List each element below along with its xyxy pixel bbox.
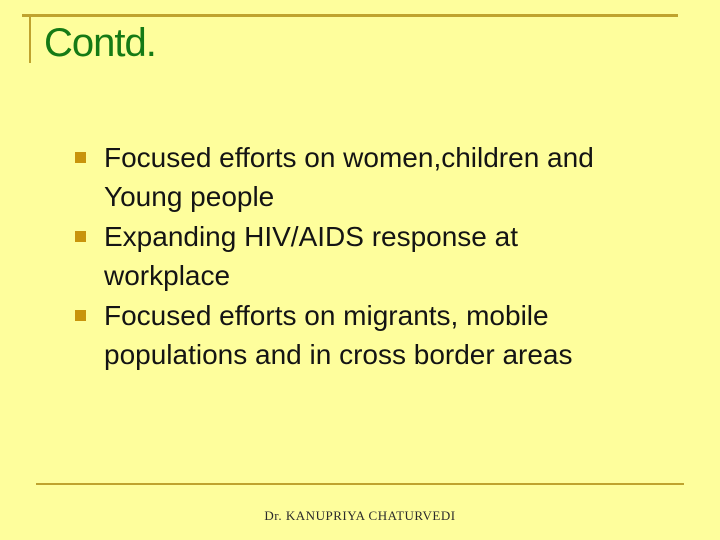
bullet-item bbox=[75, 217, 615, 295]
footer-credit: Dr. KANUPRIYA CHATURVEDI bbox=[264, 508, 456, 523]
slide-title: Contd. bbox=[44, 21, 156, 65]
bullet-item bbox=[75, 138, 615, 216]
bullet-square-icon bbox=[75, 310, 86, 321]
bullet-text: Focused efforts on women,children and Young people bbox=[104, 142, 594, 212]
bullet-list bbox=[75, 138, 615, 375]
footer-rule bbox=[36, 483, 684, 485]
bullet-text: Expanding HIV/AIDS response at workplace bbox=[104, 221, 519, 291]
bullet-item bbox=[75, 296, 615, 374]
title-top-rule bbox=[22, 14, 678, 17]
title-left-rule bbox=[29, 14, 31, 63]
bullet-square-icon bbox=[75, 152, 86, 163]
bullet-square-icon bbox=[75, 231, 86, 242]
bullet-text: Focused efforts on migrants, mobile populations and in cross border areas bbox=[104, 300, 573, 370]
